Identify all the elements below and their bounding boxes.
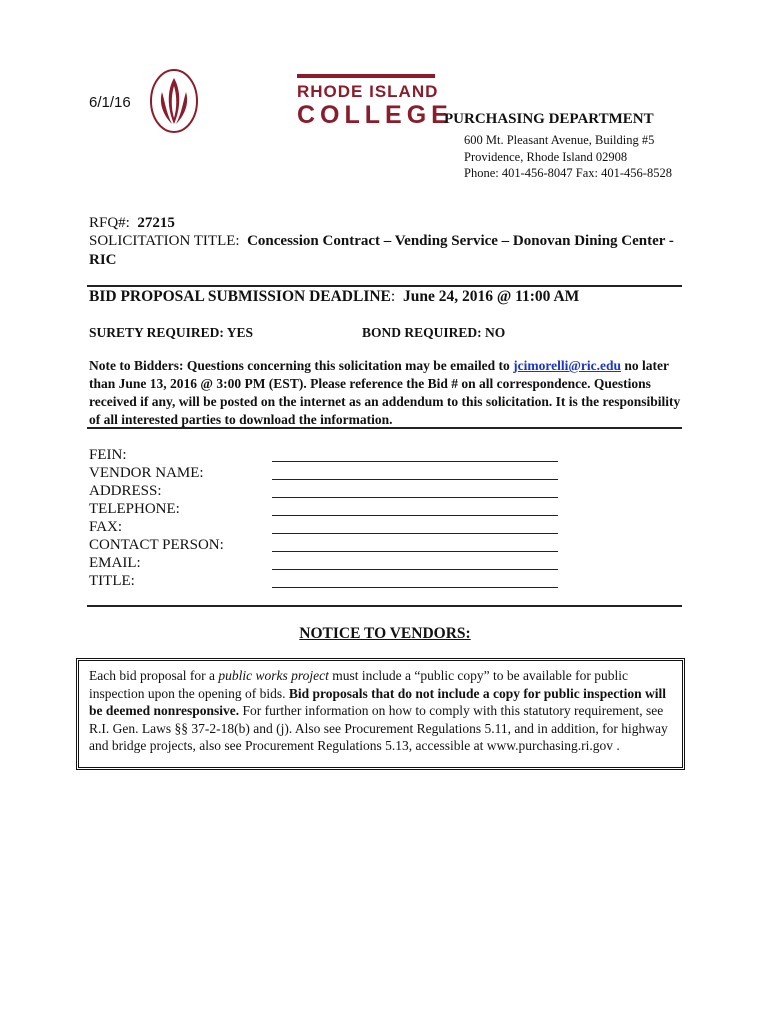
solicitation-title-line xyxy=(89,232,689,270)
divider-middle xyxy=(87,427,682,429)
rfq-number: 27215 xyxy=(137,215,175,231)
field-line-email[interactable] xyxy=(272,569,558,570)
solicitation-title: Concession Contract – Vending Service – Donovan Dining Center -RIC xyxy=(89,233,674,268)
field-line-vendor-name[interactable] xyxy=(272,479,558,480)
field-line-fein[interactable] xyxy=(272,461,558,462)
deadline-label: BID PROPOSAL SUBMISSION DEADLINE xyxy=(89,288,391,305)
email-link[interactable]: jcimorelli@ric.edu xyxy=(513,358,622,373)
field-label-fein: FEIN: xyxy=(89,447,127,463)
field-label-contact-person: CONTACT PERSON: xyxy=(89,537,224,553)
brand-line-2: COLLEGE xyxy=(297,101,453,129)
brand-bar xyxy=(297,74,435,78)
document-date: 6/1/16 xyxy=(89,94,131,111)
field-label-telephone: TELEPHONE: xyxy=(89,501,180,517)
field-label-address: ADDRESS: xyxy=(89,483,162,499)
address-line-1: 600 Mt. Pleasant Avenue, Building #5 xyxy=(464,133,655,147)
field-label-title: TITLE: xyxy=(89,573,135,589)
field-label-fax: FAX: xyxy=(89,519,123,535)
rfq-number-line xyxy=(89,215,175,232)
field-label-vendor-name: VENDOR NAME: xyxy=(89,465,204,481)
note-to-bidders: Note to Bidders: Questions concerning this solicitation may be emailed to jcimorelli@ric.edu no later than June 13, 2016 @ 3:00 PM (EST). Please reference the Bid # on all correspondence. Questions received if any, will be posted on the internet as an addendum to this solicitation. It is the responsibility of all interested parties to download the information. xyxy=(89,358,681,427)
deadline-line: BID PROPOSAL SUBMISSION DEADLINE: June 24, 2016 @ 11:00 AM xyxy=(89,288,580,305)
address-line-3: Phone: 401-456-8047 Fax: 401-456-8528 xyxy=(464,166,672,180)
field-line-title[interactable] xyxy=(272,587,558,588)
notice-box xyxy=(76,658,685,770)
divider-top xyxy=(87,285,682,287)
college-flame-logo-icon xyxy=(149,68,199,134)
field-line-fax[interactable] xyxy=(272,533,558,534)
solicitation-label: SOLICITATION TITLE: xyxy=(89,233,240,249)
brand-line-1: RHODE ISLAND xyxy=(297,82,439,101)
address-line-2: Providence, Rhode Island 02908 xyxy=(464,150,628,164)
divider-bottom xyxy=(87,605,682,607)
department-title: PURCHASING DEPARTMENT xyxy=(444,111,654,127)
field-line-contact-person[interactable] xyxy=(272,551,558,552)
notice-text: Each bid proposal for a public works project must include a “public copy” to be available for public inspection upon the opening of bids. Bid proposals that do not include a copy for public inspection will be deemed nonresponsive. For further information on how to comply with this statutory requirement, see R.I. Gen. Laws §§ 37-2-18(b) and (j). Also see Procurement Regulations 5.11, and in addition, for highway and bridge projects, also see Procurement Regulations 5.13, accessible at www.purchasing.ri.gov . xyxy=(89,668,668,753)
deadline-value: June 24, 2016 @ 11:00 AM xyxy=(402,288,580,305)
bond-required: BOND REQUIRED: NO xyxy=(362,325,506,340)
rfq-label: RFQ#: xyxy=(89,215,130,231)
field-line-telephone[interactable] xyxy=(272,515,558,516)
field-line-address[interactable] xyxy=(272,497,558,498)
field-label-email: EMAIL: xyxy=(89,555,141,571)
surety-required: SURETY REQUIRED: YES xyxy=(89,325,254,340)
notice-heading: NOTICE TO VENDORS: xyxy=(299,625,471,642)
